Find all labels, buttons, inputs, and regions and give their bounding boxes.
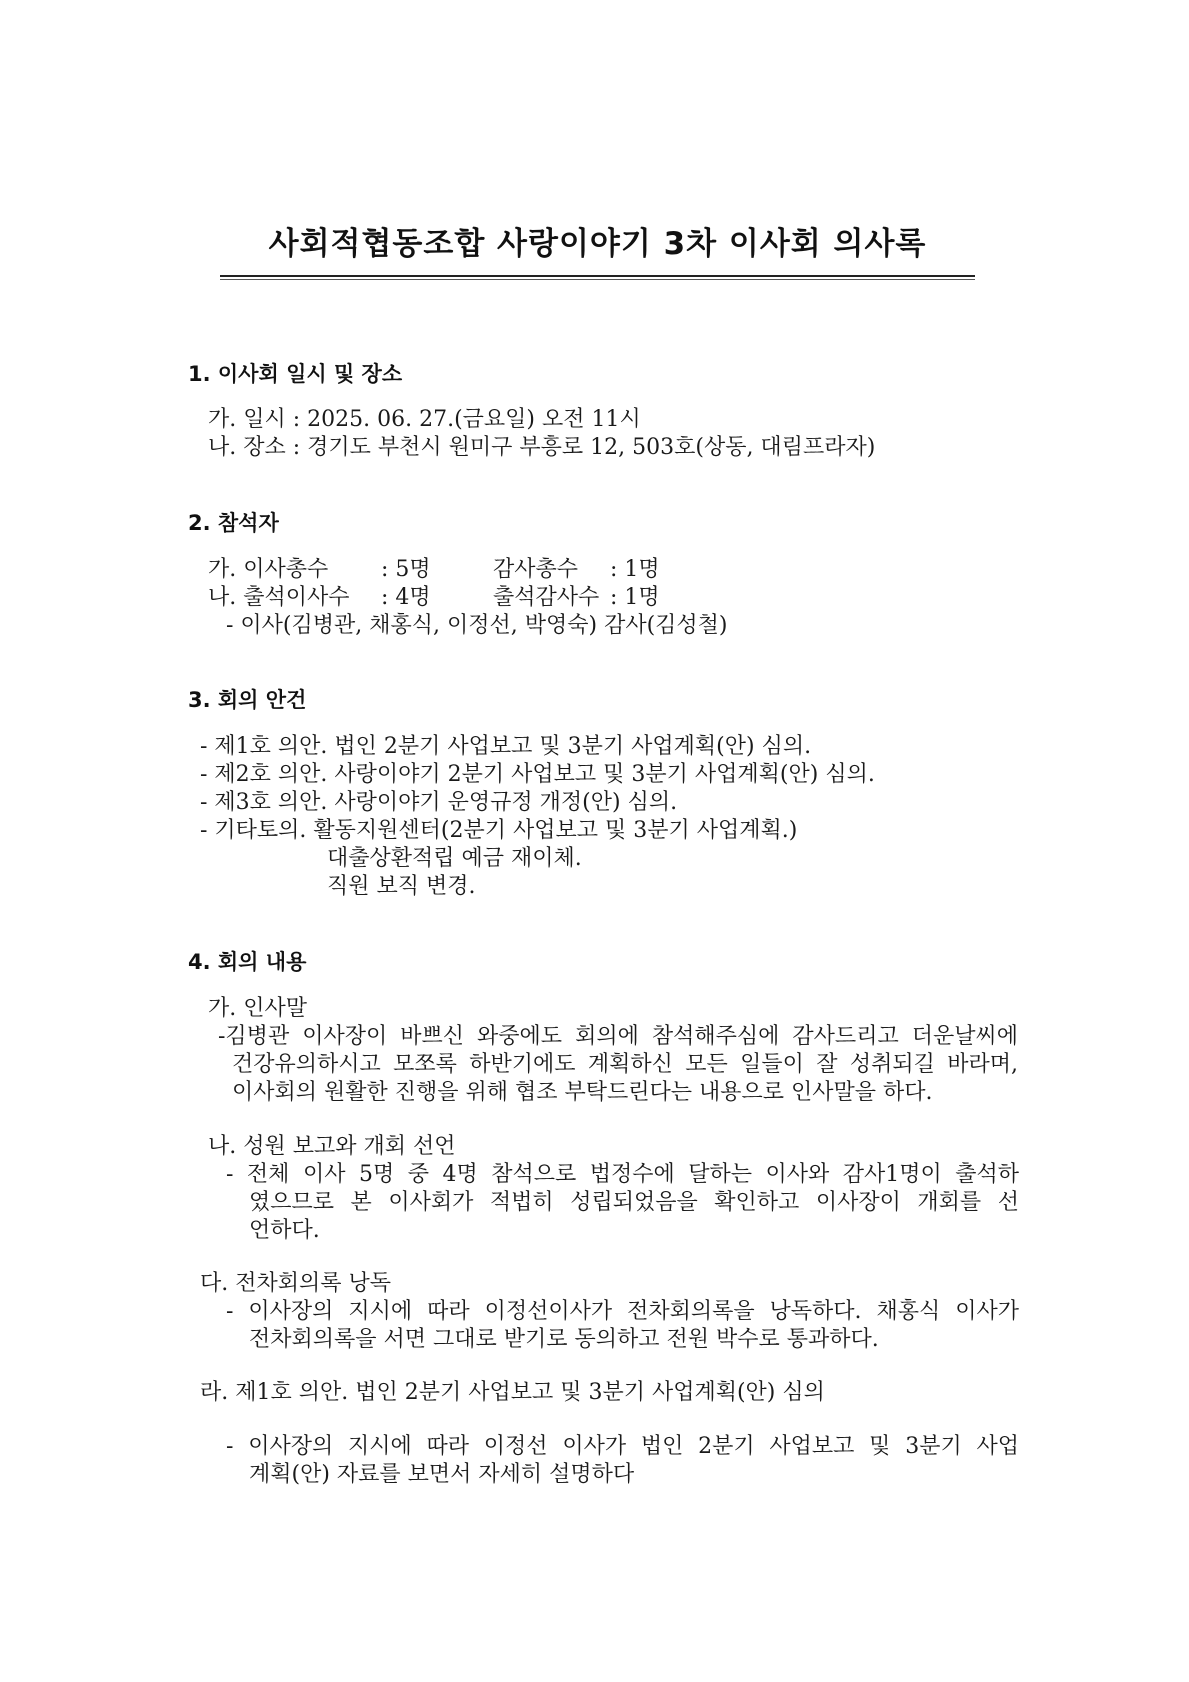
section-1-heading: 1. 이사회 일시 및 장소 — [188, 362, 403, 386]
content-da-line: - 이사장의 지시에 따라 이정선이사가 전차회의록을 낭독하다. 채홍식 이사가 — [226, 1299, 1019, 1324]
agenda-item: - 제1호 의안. 법인 2분기 사업보고 및 3분기 사업계획(안) 심의. — [200, 734, 812, 759]
agenda-subitem: 대출상환적립 예금 재이체. — [327, 846, 582, 871]
content-na-label: 나. 성원 보고와 개회 선언 — [208, 1134, 456, 1159]
attendee-present-directors-value: : 4명 — [381, 585, 431, 610]
agenda-item: - 기타토의. 활동지원센터(2분기 사업보고 및 3분기 사업계획.) — [200, 818, 798, 843]
attendee-total-auditors-value: : 1명 — [610, 557, 660, 582]
attendee-total-directors-value: : 5명 — [381, 557, 431, 582]
attendee-present-auditors-label: 출석감사수 — [493, 585, 600, 610]
agenda-subitem: 직원 보직 변경. — [327, 874, 476, 899]
content-da-line: 전차회의록을 서면 그대로 받기로 동의하고 전원 박수로 통과하다. — [249, 1327, 879, 1352]
section-1-line: 나. 장소 : 경기도 부천시 원미구 부흥로 12, 503호(상동, 대림프라자) — [208, 435, 876, 460]
content-ga-line: 건강유의하시고 모쪼록 하반기에도 계획하신 모든 일들이 잘 성취되길 바라며, — [232, 1052, 1018, 1077]
section-1-line: 가. 일시 : 2025. 06. 27.(금요일) 오전 11시 — [208, 407, 641, 432]
content-da-label: 다. 전차회의록 낭독 — [200, 1271, 391, 1296]
content-na-line: 였으므로 본 이사회가 적법히 성립되었음을 확인하고 이사장이 개회를 선 — [249, 1190, 1019, 1215]
attendee-total-auditors-label: 감사총수 — [493, 557, 579, 582]
attendee-present-auditors-value: : 1명 — [610, 585, 660, 610]
agenda-item: - 제2호 의안. 사랑이야기 2분기 사업보고 및 3분기 사업계획(안) 심의. — [200, 762, 875, 787]
content-na-line: - 전체 이사 5명 중 4명 참석으로 법정수에 달하는 이사와 감사1명이 출석하 — [226, 1162, 1019, 1187]
section-4-heading: 4. 회의 내용 — [188, 950, 307, 974]
content-ra-line: 계획(안) 자료를 보면서 자세히 설명하다 — [249, 1462, 635, 1487]
attendee-present-directors-label: 나. 출석이사수 — [208, 585, 350, 610]
content-ga-line: 이사회의 원활한 진행을 위해 협조 부탁드린다는 내용으로 인사말을 하다. — [232, 1080, 933, 1105]
content-ra-line: - 이사장의 지시에 따라 이정선 이사가 법인 2분기 사업보고 및 3분기 사업 — [226, 1434, 1019, 1459]
content-ga-line: -김병관 이사장이 바쁘신 와중에도 회의에 참석해주심에 감사드리고 더운날씨에 — [218, 1024, 1018, 1049]
content-ra-label: 라. 제1호 의안. 법인 2분기 사업보고 및 3분기 사업계획(안) 심의 — [200, 1380, 825, 1405]
section-3-heading: 3. 회의 안건 — [188, 688, 307, 712]
attendee-total-directors-label: 가. 이사총수 — [208, 557, 329, 582]
document-title: 사회적협동조합 사랑이야기 3차 이사회 의사록 — [268, 226, 927, 262]
section-2-heading: 2. 참석자 — [188, 511, 279, 535]
content-ga-label: 가. 인사말 — [208, 996, 307, 1021]
attendee-names: - 이사(김병관, 채홍식, 이정선, 박영숙) 감사(김성철) — [226, 613, 728, 638]
title-underline — [220, 275, 975, 280]
agenda-item: - 제3호 의안. 사랑이야기 운영규정 개정(안) 심의. — [200, 790, 678, 815]
content-na-line: 언하다. — [249, 1218, 320, 1243]
